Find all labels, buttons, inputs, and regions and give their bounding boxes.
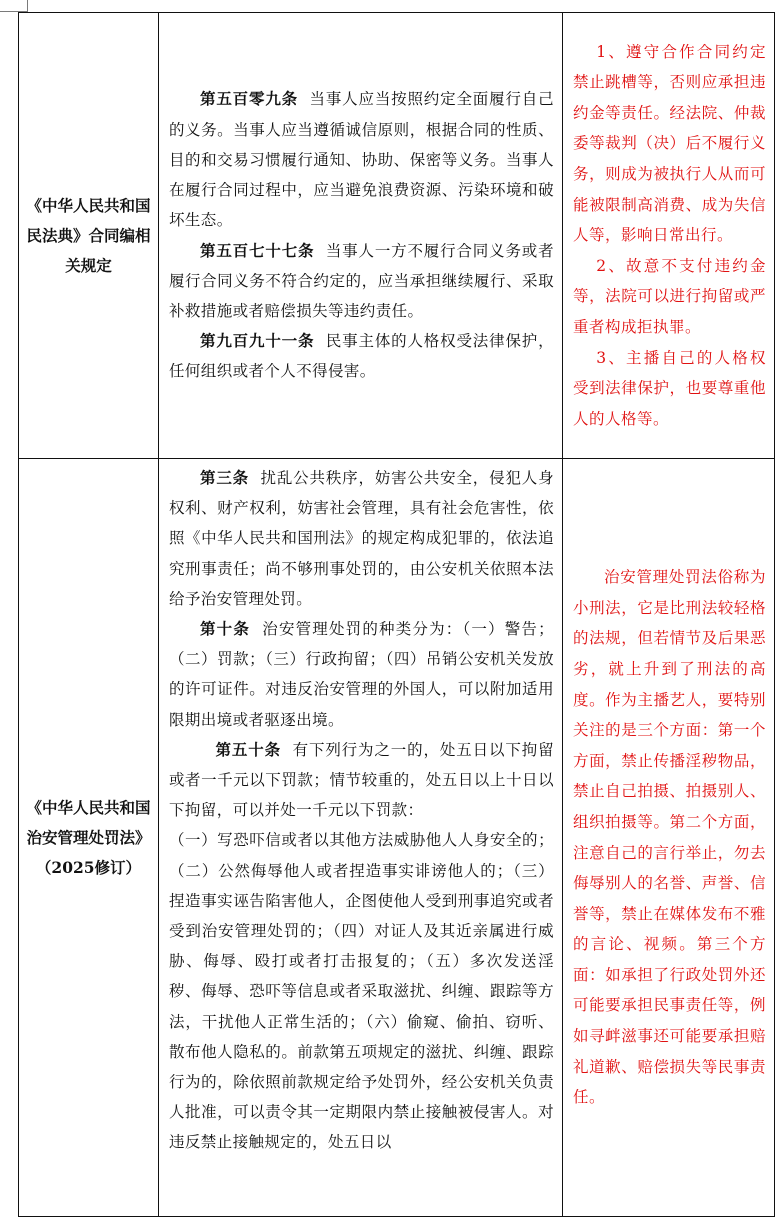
article bbox=[169, 326, 554, 386]
law-name-cell bbox=[19, 459, 159, 1217]
article-text: （一）写恐吓信或者以其他方法威胁他人人身安全的；（二）公然侮辱他人或者捏造事实诽谤他人的；（三）捏造事实诬告陷害他人，企图使他人受到刑事追究或者受到治安管理处罚的；（四）对证人及其近亲属进行威胁、侮辱、殴打或者打击报复的；（五）多次发送淫秽、侮辱、恐吓等信息或者采取滋扰、纠缠、跟踪等方法，干扰他人正常生活的；（六）偷窥、偷拍、窃听、散布他人隐私的。前款第五项规定的滋扰、纠缠、跟踪行为的，除依照前款规定给予处罚外，经公安机关负责人批准，可以责令其一定期限内禁止接触被侵害人。对违反禁止接触规定的，处五日以 bbox=[169, 831, 554, 1152]
article bbox=[169, 236, 554, 327]
article bbox=[169, 463, 554, 614]
table-row bbox=[19, 13, 775, 459]
article-text: 有下列行为之一的，处五日以下拘留或者一千元以下罚款；情节较重的，处五日以上十日以下拘留，可以并处一千元以下罚款： bbox=[169, 740, 554, 820]
article-title: 第十条 bbox=[200, 619, 251, 639]
article bbox=[169, 84, 554, 235]
article-title: 第五百七十七条 bbox=[200, 240, 315, 260]
article-title: 第五百零九条 bbox=[200, 89, 298, 109]
law-text-cell bbox=[159, 459, 563, 1217]
law-name: 《中华人民共和国治安管理处罚法》（2025修订） bbox=[26, 797, 151, 877]
article-text: 民事主体的人格权受法律保护，任何组织或者个人不得侵害。 bbox=[169, 332, 554, 381]
commentary-cell bbox=[563, 13, 775, 459]
commentary-item: 1、遵守合作合同约定禁止跳槽等，否则应承担违约金等责任。经法院、仲裁委等裁判（决）后不履行义务，则成为被执行人从而可能被限制高消费、成为失信人等，影响日常出行。 bbox=[573, 42, 766, 245]
article-title: 第九百九十一条 bbox=[200, 331, 315, 351]
law-table bbox=[18, 12, 775, 1217]
law-text-cell bbox=[159, 13, 563, 459]
commentary-item: 3、主播自己的人格权受到法律保护，也要尊重他人的人格等。 bbox=[573, 348, 766, 428]
commentary-cell bbox=[563, 459, 775, 1217]
article-title: 第五十条 bbox=[215, 739, 281, 759]
article-text: 当事人一方不履行合同义务或者履行合同义务不符合约定的，应当承担继续履行、采取补救措施或者赔偿损失等违约责任。 bbox=[169, 241, 554, 320]
article bbox=[169, 735, 554, 826]
law-name-cell bbox=[19, 13, 159, 459]
commentary-item: 治安管理处罚法俗称为小刑法，它是比刑法较轻格的法规，但若情节及后果恶劣，就上升到了刑法的高度。作为主播艺人，要特别关注的是三个方面：第一个方面，禁止传播淫秽物品，禁止自己拍摄、拍摄别人、组织拍摄等。第二个方面，注意自己的言行举止，勿去侮辱别人的名誉、声誉、信誉等，禁止在媒体发布不雅的言论、视频。第三个方面：如承担了行政处罚外还可能要承担民事责任等，例如寻衅滋事还可能要承担赔礼道歉、赔偿损失等民事责任。 bbox=[573, 568, 766, 1107]
article-text: 当事人应当按照约定全面履行自己的义务。当事人应当遵循诚信原则，根据合同的性质、目的和交易习惯履行通知、协助、保密等义务。当事人在履行合同过程中，应当避免浪费资源、污染环境和破坏生态。 bbox=[169, 90, 554, 230]
table-row bbox=[19, 459, 775, 1217]
article-text: 治安管理处罚的种类分为：（一）警告；（二）罚款；（三）行政拘留；（四）吊销公安机关发放的许可证件。对违反治安管理的外国人，可以附加适用限期出境或者驱逐出境。 bbox=[169, 620, 554, 729]
article-continuation bbox=[169, 825, 554, 1157]
article bbox=[169, 614, 554, 735]
article-text: 扰乱公共秩序，妨害公共安全，侵犯人身权利、财产权利，妨害社会管理，具有社会危害性，依照《中华人民共和国刑法》的规定构成犯罪的，依法追究刑事责任；尚不够刑事处罚的，由公安机关依照本法给予治安管理处罚。 bbox=[169, 469, 555, 608]
law-name: 《中华人民共和国民法典》合同编相关规定 bbox=[26, 195, 151, 275]
commentary-item: 2、故意不支付违约金等，法院可以进行拘留或严重者构成拒执罪。 bbox=[573, 256, 766, 336]
article-title: 第三条 bbox=[200, 468, 249, 487]
